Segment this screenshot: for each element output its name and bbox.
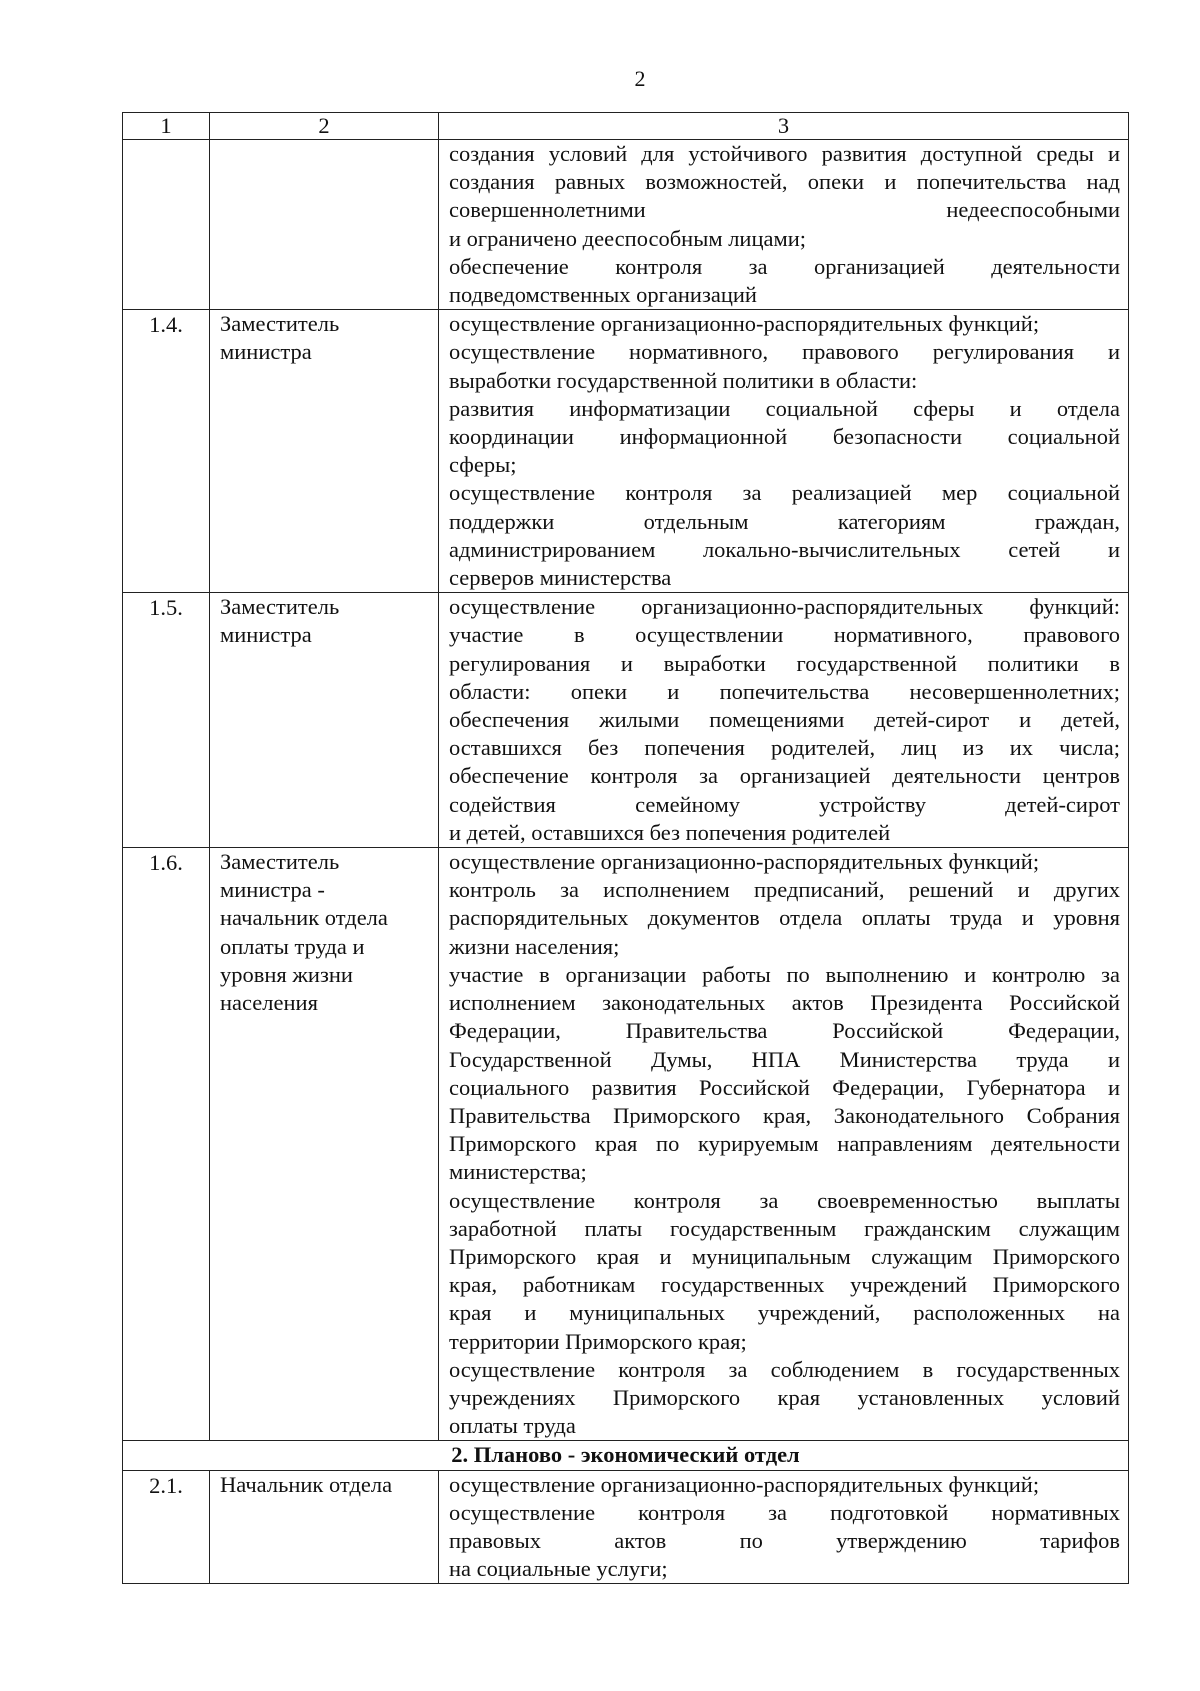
duty-text-line: осуществление контроля за реализацией мер социальной xyxy=(449,480,1120,506)
duty-text-line: осуществление организационно-распорядительных функций: xyxy=(449,594,1120,620)
table-row xyxy=(123,310,1129,593)
table-row xyxy=(123,593,1129,848)
position-title-line: населения xyxy=(220,990,318,1016)
row-number-cell xyxy=(123,593,210,848)
position-title-line: министра - xyxy=(220,877,325,903)
row-number-cell xyxy=(123,1470,210,1584)
position-cell xyxy=(210,310,439,593)
duty-text-line: участие в организации работы по выполнению и контролю за xyxy=(449,961,1120,987)
row-number-cell xyxy=(123,310,210,593)
duty-text-line: правовых актов по утверждению тарифов xyxy=(449,1527,1120,1553)
duty-text-line: серверов министерства xyxy=(449,565,672,591)
section-title: 2. Планово - экономический отдел xyxy=(123,1441,1129,1470)
duty-text-line: совершеннолетними недееспособными xyxy=(449,197,1120,223)
duty-text-line: контроль за исполнением предписаний, решений и других xyxy=(449,877,1120,903)
duty-text-line: учреждениях Приморского края установленных условий xyxy=(449,1384,1120,1410)
duty-text-line: оплаты труда xyxy=(449,1413,576,1439)
duty-text-line: сферы; xyxy=(449,452,517,478)
position-title-line: Начальник отдела xyxy=(220,1471,393,1497)
table-row xyxy=(123,848,1129,1441)
duty-text-line: содействия семейному устройству детей-сирот xyxy=(449,791,1120,817)
column-header-2: 2 xyxy=(210,113,439,140)
row-number: 1.5. xyxy=(149,595,183,621)
position-title-line: Заместитель xyxy=(220,311,340,337)
duty-text-line: Приморского края по курируемым направлениям деятельности xyxy=(449,1131,1120,1157)
position-cell xyxy=(210,1470,439,1584)
responsibilities-table xyxy=(122,112,1129,1584)
duty-text-line: заработной платы государственным гражданским служащим xyxy=(449,1215,1120,1241)
duty-text-line: осуществление организационно-распорядительных функций; xyxy=(449,311,1040,337)
position-title-line: министра xyxy=(220,622,312,648)
duty-text-line: обеспечения жилыми помещениями детей-сирот и детей, xyxy=(449,707,1120,733)
duty-text-line: осуществление организационно-распорядительных функций; xyxy=(449,849,1040,875)
position-title-line: начальник отдела xyxy=(220,905,388,931)
duty-text-line: края, работникам государственных учреждений Приморского xyxy=(449,1272,1120,1298)
duty-text-line: Государственной Думы, НПА Министерства труда и xyxy=(449,1046,1120,1072)
position-title-line: Заместитель xyxy=(220,849,340,875)
duty-text-line: подведомственных организаций xyxy=(449,282,757,308)
duty-text-line: исполнением законодательных актов Президента Российской xyxy=(449,990,1120,1016)
duty-text-line: края и муниципальных учреждений, расположенных на xyxy=(449,1300,1120,1326)
duty-text-line: Приморского края и муниципальным служащим Приморского xyxy=(449,1243,1120,1269)
duty-text-line: на социальные услуги; xyxy=(449,1556,668,1582)
duty-text-line: развития информатизации социальной сферы и отдела xyxy=(449,395,1120,421)
duty-text-line: оставшихся без попечения родителей, лиц из их числа; xyxy=(449,735,1120,761)
duty-text-line: распорядительных документов отдела оплаты труда и уровня xyxy=(449,905,1120,931)
duty-text-line: Правительства Приморского края, Законодательного Собрания xyxy=(449,1102,1120,1128)
duty-text-line: области: опеки и попечительства несовершеннолетних; xyxy=(449,678,1120,704)
position-cell xyxy=(210,848,439,1441)
column-header-3: 3 xyxy=(439,113,1129,140)
duty-text-line: жизни населения; xyxy=(449,933,620,959)
duty-text-line: осуществление нормативного, правового регулирования и xyxy=(449,339,1120,365)
row-number xyxy=(123,140,209,141)
duties-cell xyxy=(439,1470,1129,1584)
position-title-line: Заместитель xyxy=(220,594,340,620)
duty-text-line: создания равных возможностей, опеки и попечительства над xyxy=(449,169,1120,195)
duty-text-line: социального развития Российской Федерации, Губернатора и xyxy=(449,1074,1120,1100)
duty-text-line: обеспечение контроля за организацией деятельности xyxy=(449,253,1120,279)
duty-text-line: территории Приморского края; xyxy=(449,1328,747,1354)
duty-text-line: министерства; xyxy=(449,1159,587,1185)
duties-cell xyxy=(439,593,1129,848)
table-row xyxy=(123,140,1129,310)
table-header-row xyxy=(123,113,1129,140)
duty-text-line: осуществление контроля за соблюдением в государственных xyxy=(449,1356,1120,1382)
column-header-1: 1 xyxy=(123,113,210,140)
duty-text-line: создания условий для устойчивого развития доступной среды и xyxy=(449,141,1120,166)
position-title-line: оплаты труда и xyxy=(220,933,365,959)
position-title-line: уровня жизни xyxy=(220,961,353,987)
duty-text-line: и ограничено дееспособным лицами; xyxy=(449,225,807,251)
duty-text-line: участие в осуществлении нормативного, правового xyxy=(449,622,1120,648)
duty-text-line: осуществление контроля за своевременностью выплаты xyxy=(449,1187,1120,1213)
row-number: 1.6. xyxy=(149,850,183,876)
row-number-cell xyxy=(123,140,210,310)
section-header-row xyxy=(123,1441,1129,1470)
duties-cell xyxy=(439,848,1129,1441)
duty-text-line: регулирования и выработки государственной политики в xyxy=(449,650,1120,676)
position-title-line: министра xyxy=(220,339,312,365)
duty-text-line: администрированием локально-вычислительных сетей и xyxy=(449,536,1120,562)
duty-text-line: осуществление организационно-распорядительных функций; xyxy=(449,1471,1040,1497)
duties-cell xyxy=(439,140,1129,310)
duty-text-line: Федерации, Правительства Российской Федерации, xyxy=(449,1018,1120,1044)
duty-text-line: обеспечение контроля за организацией деятельности центров xyxy=(449,763,1120,789)
row-number: 2.1. xyxy=(149,1472,183,1498)
row-number: 1.4. xyxy=(149,312,183,338)
duty-text-line: поддержки отдельным категориям граждан, xyxy=(449,508,1120,534)
duty-text-line: координации информационной безопасности социальной xyxy=(449,424,1120,450)
position-cell xyxy=(210,140,439,310)
position-cell xyxy=(210,593,439,848)
row-number-cell xyxy=(123,848,210,1441)
page-number: 2 xyxy=(634,66,646,91)
duty-text-line: осуществление контроля за подготовкой нормативных xyxy=(449,1499,1120,1525)
duty-text-line: и детей, оставшихся без попечения родителей xyxy=(449,819,891,845)
table-row xyxy=(123,1470,1129,1584)
duty-text-line: выработки государственной политики в области: xyxy=(449,367,918,393)
duties-cell xyxy=(439,310,1129,593)
